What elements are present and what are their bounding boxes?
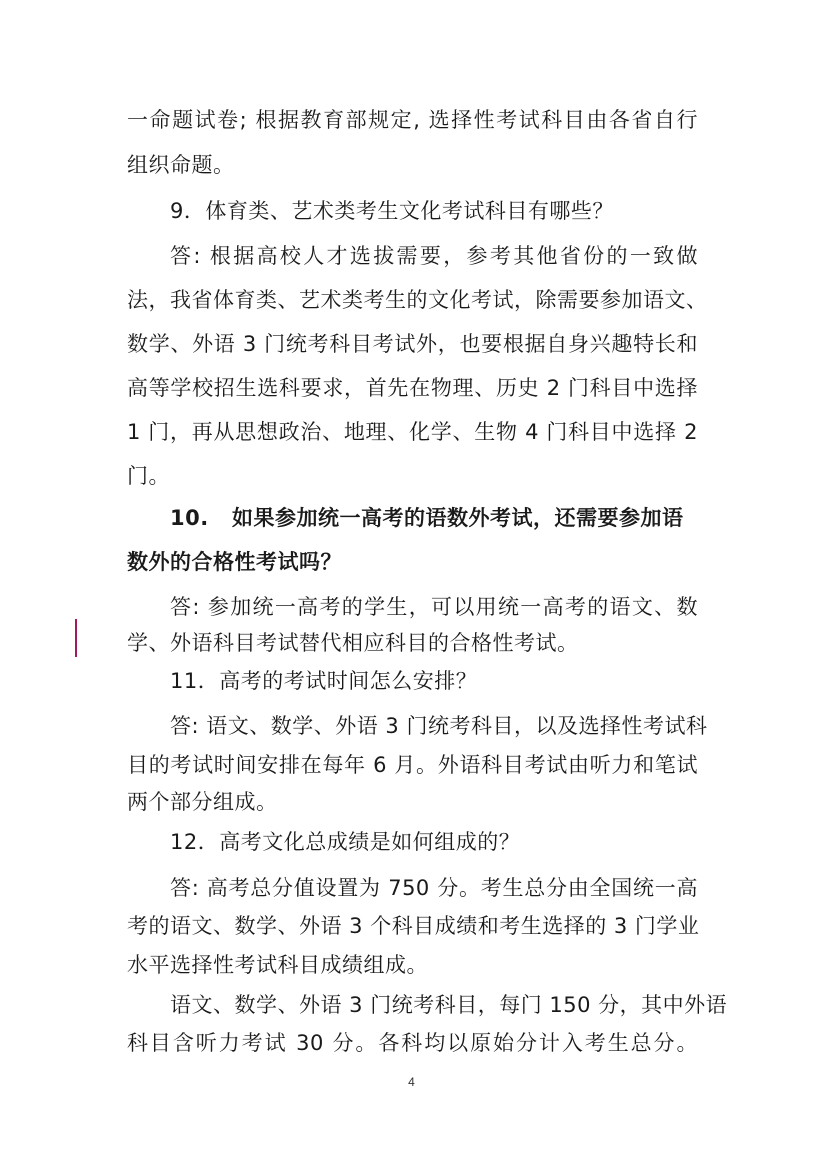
paragraph-line: 组织命题。: [127, 153, 235, 177]
question-heading-10: [170, 503, 698, 533]
answer-line: 目的考试时间安排在每年 6 月。外语科目考试由听力和笔试: [127, 753, 698, 777]
answer-line: 答: 语文、数学、外语 3 门统考科目，以及选择性考试科: [170, 714, 708, 738]
question-number: 10.: [170, 506, 209, 530]
question-heading-11: 11．高考的考试时间怎么安排？: [170, 669, 478, 693]
answer-line: 考的语文、数学、外语 3 个科目成绩和考生选择的 3 门学业: [127, 914, 700, 938]
answer-line: 两个部分组成。: [127, 790, 278, 814]
answer-line: 学、外语科目考试替代相应科目的合格性考试。: [127, 631, 579, 655]
answer-line: 水平选择性考试科目成绩组成。: [127, 953, 428, 977]
answer-line: 法，我省体育类、艺术类考生的文化考试，除需要参加语文、: [127, 288, 708, 312]
answer-line: 数学、外语 3 门统考科目考试外，也要根据自身兴趣特长和: [127, 332, 698, 356]
page-number: 4: [408, 1075, 415, 1089]
answer-line: 科目含听力考试 30 分。各科均以原始分计入考生总分。: [127, 1031, 698, 1055]
question-heading-9: 9．体育类、艺术类考生文化考试科目有哪些？: [170, 199, 614, 223]
answer-line: 答: 根据高校人才选拔需要，参考其他省份的一致做: [170, 244, 698, 268]
paragraph-line: 一命题试卷; 根据教育部规定, 选择性考试科目由各省自行: [127, 108, 698, 132]
answer-line: 答: 参加统一高考的学生，可以用统一高考的语文、数: [170, 595, 698, 619]
question-heading-12: 12．高考文化总成绩是如何组成的？: [170, 830, 521, 854]
answer-line: 高等学校招生选科要求，首先在物理、历史 2 门科目中选择: [127, 376, 698, 400]
answer-line: 1 门，再从思想政治、地理、化学、生物 4 门科目中选择 2: [127, 420, 698, 444]
question-heading-10-cont: 数外的合格性考试吗？: [127, 550, 342, 574]
revision-bar: [75, 619, 77, 657]
question-text: 如果参加统一高考的语数外考试，还需要参加语: [232, 506, 684, 530]
answer-line: 答: 高考总分值设置为 750 分。考生总分由全国统一高: [170, 876, 698, 900]
answer-line: 语文、数学、外语 3 门统考科目，每门 150 分，其中外语: [170, 993, 728, 1017]
answer-line: 门。: [127, 464, 170, 488]
